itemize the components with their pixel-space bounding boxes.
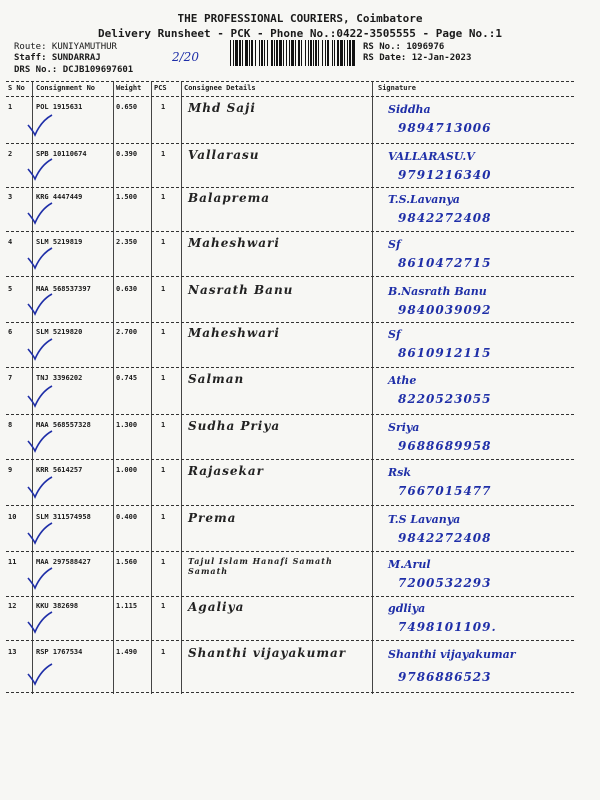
row-consignee: Rajasekar xyxy=(188,464,264,478)
row-pcs: 1 xyxy=(161,328,166,336)
row-signature-name: Siddha xyxy=(388,103,431,116)
table-row xyxy=(6,421,574,459)
check-mark-icon xyxy=(26,201,54,225)
row-signature-phone: 8610472715 xyxy=(398,256,492,270)
row-signature-name: VALLARASU.V xyxy=(388,150,475,163)
row-signature-phone: 9840039092 xyxy=(398,303,492,317)
row-consignee: Balaprema xyxy=(188,191,271,205)
col-pcs: PCS xyxy=(154,84,167,92)
row-consignment: MAA 297588427 xyxy=(36,558,91,566)
table-row xyxy=(6,602,574,640)
row-pcs: 1 xyxy=(161,602,166,610)
barcode xyxy=(230,40,355,66)
row-weight: 0.745 xyxy=(116,374,138,382)
row-signature-phone: 9842272408 xyxy=(398,531,492,545)
row-divider xyxy=(6,231,574,232)
row-consignment: MAA 568537397 xyxy=(36,285,91,293)
row-signature-name: Athe xyxy=(388,374,417,387)
row-pcs: 1 xyxy=(161,150,166,158)
row-signature-name: Shanthi vijayakumar xyxy=(388,648,516,661)
row-divider xyxy=(6,692,574,693)
row-divider xyxy=(6,414,574,415)
row-signature-name: Sf xyxy=(388,238,401,251)
table-row xyxy=(6,285,574,322)
check-mark-icon xyxy=(26,292,54,316)
check-mark-icon xyxy=(26,384,54,408)
row-signature-name: gdliya xyxy=(388,602,426,615)
row-consignment: SLM 5219819 xyxy=(36,238,83,246)
row-weight: 1.490 xyxy=(116,648,138,656)
row-divider xyxy=(6,640,574,641)
row-pcs: 1 xyxy=(161,285,166,293)
row-sno: 1 xyxy=(8,103,13,111)
row-consignee: Vallarasu xyxy=(188,148,260,162)
row-consignee: Nasrath Banu xyxy=(188,283,294,297)
row-sno: 8 xyxy=(8,421,13,429)
row-divider xyxy=(6,459,574,460)
row-divider xyxy=(6,322,574,323)
route-label: Route: KUNIYAMUTHUR xyxy=(14,42,117,52)
staff-label: Staff: SUNDARRAJ xyxy=(14,53,101,63)
table-row xyxy=(6,238,574,276)
row-consignment: SPB 10110674 xyxy=(36,150,87,158)
row-signature-phone: 8220523055 xyxy=(398,392,492,406)
check-mark-icon xyxy=(26,337,54,361)
row-signature-name: Sf xyxy=(388,328,401,341)
col-consignment: Consignment No xyxy=(36,84,96,92)
col-signature: Signature xyxy=(378,84,416,92)
row-consignee: Shanthi vijayakumar xyxy=(188,646,347,660)
row-divider xyxy=(6,187,574,188)
row-divider xyxy=(6,143,574,144)
row-signature-phone: 9842272408 xyxy=(398,211,492,225)
row-sno: 6 xyxy=(8,328,13,336)
check-mark-icon xyxy=(26,566,54,590)
row-pcs: 1 xyxy=(161,513,166,521)
row-signature-name: T.S.Lavanya xyxy=(388,193,460,206)
row-consignee: Agaliya xyxy=(188,600,245,614)
check-mark-icon xyxy=(26,521,54,545)
row-weight: 0.650 xyxy=(116,103,138,111)
company-title: THE PROFESSIONAL COURIERS, Coimbatore xyxy=(177,12,423,25)
row-sno: 7 xyxy=(8,374,13,382)
row-weight: 2.700 xyxy=(116,328,138,336)
row-sno: 4 xyxy=(8,238,13,246)
row-consignment: SLM 5219820 xyxy=(36,328,83,336)
row-weight: 1.000 xyxy=(116,466,138,474)
check-mark-icon xyxy=(26,113,54,137)
table-row xyxy=(6,193,574,231)
row-signature-phone: 8610912115 xyxy=(398,346,492,360)
table-header xyxy=(6,84,574,96)
row-divider xyxy=(6,276,574,277)
col-sno: S No xyxy=(8,84,25,92)
row-divider xyxy=(6,596,574,597)
row-consignment: TNJ 3396202 xyxy=(36,374,83,382)
row-signature-name: Sriya xyxy=(388,421,420,434)
row-consignment: POL 1915631 xyxy=(36,103,83,111)
row-pcs: 1 xyxy=(161,238,166,246)
col-weight: Weight xyxy=(116,84,142,92)
table-row xyxy=(6,513,574,551)
table-row xyxy=(6,466,574,505)
row-pcs: 1 xyxy=(161,374,166,382)
drs-number: DRS No.: DCJB109697601 xyxy=(14,65,134,75)
row-consignment: MAA 568557328 xyxy=(36,421,91,429)
table-row xyxy=(6,558,574,596)
row-signature-phone: 9688689958 xyxy=(398,439,492,453)
row-signature-phone: 7200532293 xyxy=(398,576,492,590)
row-pcs: 1 xyxy=(161,648,166,656)
row-consignment: KRR 5614257 xyxy=(36,466,83,474)
check-mark-icon xyxy=(26,610,54,634)
row-consignment: KKU 382698 xyxy=(36,602,79,610)
check-mark-icon xyxy=(26,157,54,181)
row-consignee: Sudha Priya xyxy=(188,419,281,433)
row-consignment: KRG 4447449 xyxy=(36,193,83,201)
row-signature-phone: 9791216340 xyxy=(398,168,492,182)
row-weight: 1.560 xyxy=(116,558,138,566)
row-pcs: 1 xyxy=(161,466,166,474)
rs-date: RS Date: 12-Jan-2023 xyxy=(363,53,472,63)
check-mark-icon xyxy=(26,475,54,499)
check-mark-icon xyxy=(26,429,54,453)
row-consignee: Maheshwari xyxy=(188,326,280,340)
row-weight: 2.350 xyxy=(116,238,138,246)
row-sno: 5 xyxy=(8,285,13,293)
row-pcs: 1 xyxy=(161,193,166,201)
row-sno: 2 xyxy=(8,150,13,158)
rs-number: RS No.: 1096976 xyxy=(363,42,445,52)
table-row xyxy=(6,103,574,143)
row-consignee: Prema xyxy=(188,511,237,525)
row-signature-name: B.Nasrath Banu xyxy=(388,285,487,298)
table-row xyxy=(6,648,574,692)
table-row xyxy=(6,150,574,187)
check-mark-icon xyxy=(26,662,54,686)
row-pcs: 1 xyxy=(161,558,166,566)
check-mark-icon xyxy=(26,246,54,270)
table-header-rule xyxy=(6,96,574,97)
row-consignee: Mhd Saji xyxy=(188,101,256,115)
row-sno: 11 xyxy=(8,558,17,566)
row-consignee: Maheshwari xyxy=(188,236,280,250)
row-weight: 0.630 xyxy=(116,285,138,293)
row-sno: 9 xyxy=(8,466,13,474)
row-consignment: SLM 311574958 xyxy=(36,513,91,521)
row-pcs: 1 xyxy=(161,103,166,111)
runsheet-title: Delivery Runsheet - PCK - Phone No.:0422-3505555 - Page No.:1 xyxy=(98,27,502,40)
row-signature-name: T.S Lavanya xyxy=(388,513,461,526)
handwritten-count: 2/20 xyxy=(172,50,199,64)
table-top-rule xyxy=(6,81,574,82)
row-weight: 0.390 xyxy=(116,150,138,158)
row-signature-name: M.Arul xyxy=(388,558,431,571)
row-weight: 1.500 xyxy=(116,193,138,201)
col-consignee: Consignee Details xyxy=(184,84,256,92)
row-sno: 3 xyxy=(8,193,13,201)
row-weight: 1.300 xyxy=(116,421,138,429)
row-signature-phone: 9894713006 xyxy=(398,121,492,135)
row-sno: 10 xyxy=(8,513,17,521)
row-pcs: 1 xyxy=(161,421,166,429)
row-signature-phone: 7667015477 xyxy=(398,484,492,498)
row-divider xyxy=(6,505,574,506)
row-signature-phone: 7498101109. xyxy=(398,620,497,634)
row-sno: 13 xyxy=(8,648,17,656)
row-consignee: Salman xyxy=(188,372,245,386)
row-divider xyxy=(6,367,574,368)
table-row xyxy=(6,328,574,367)
row-sno: 12 xyxy=(8,602,17,610)
row-divider xyxy=(6,551,574,552)
table-row xyxy=(6,374,574,414)
row-consignee: Tajul Islam Hanafi Samath Samath xyxy=(188,556,333,576)
row-weight: 0.400 xyxy=(116,513,138,521)
row-signature-name: Rsk xyxy=(388,466,411,479)
row-signature-phone: 9786886523 xyxy=(398,670,492,684)
row-weight: 1.115 xyxy=(116,602,138,610)
row-consignment: RSP 1767534 xyxy=(36,648,83,656)
